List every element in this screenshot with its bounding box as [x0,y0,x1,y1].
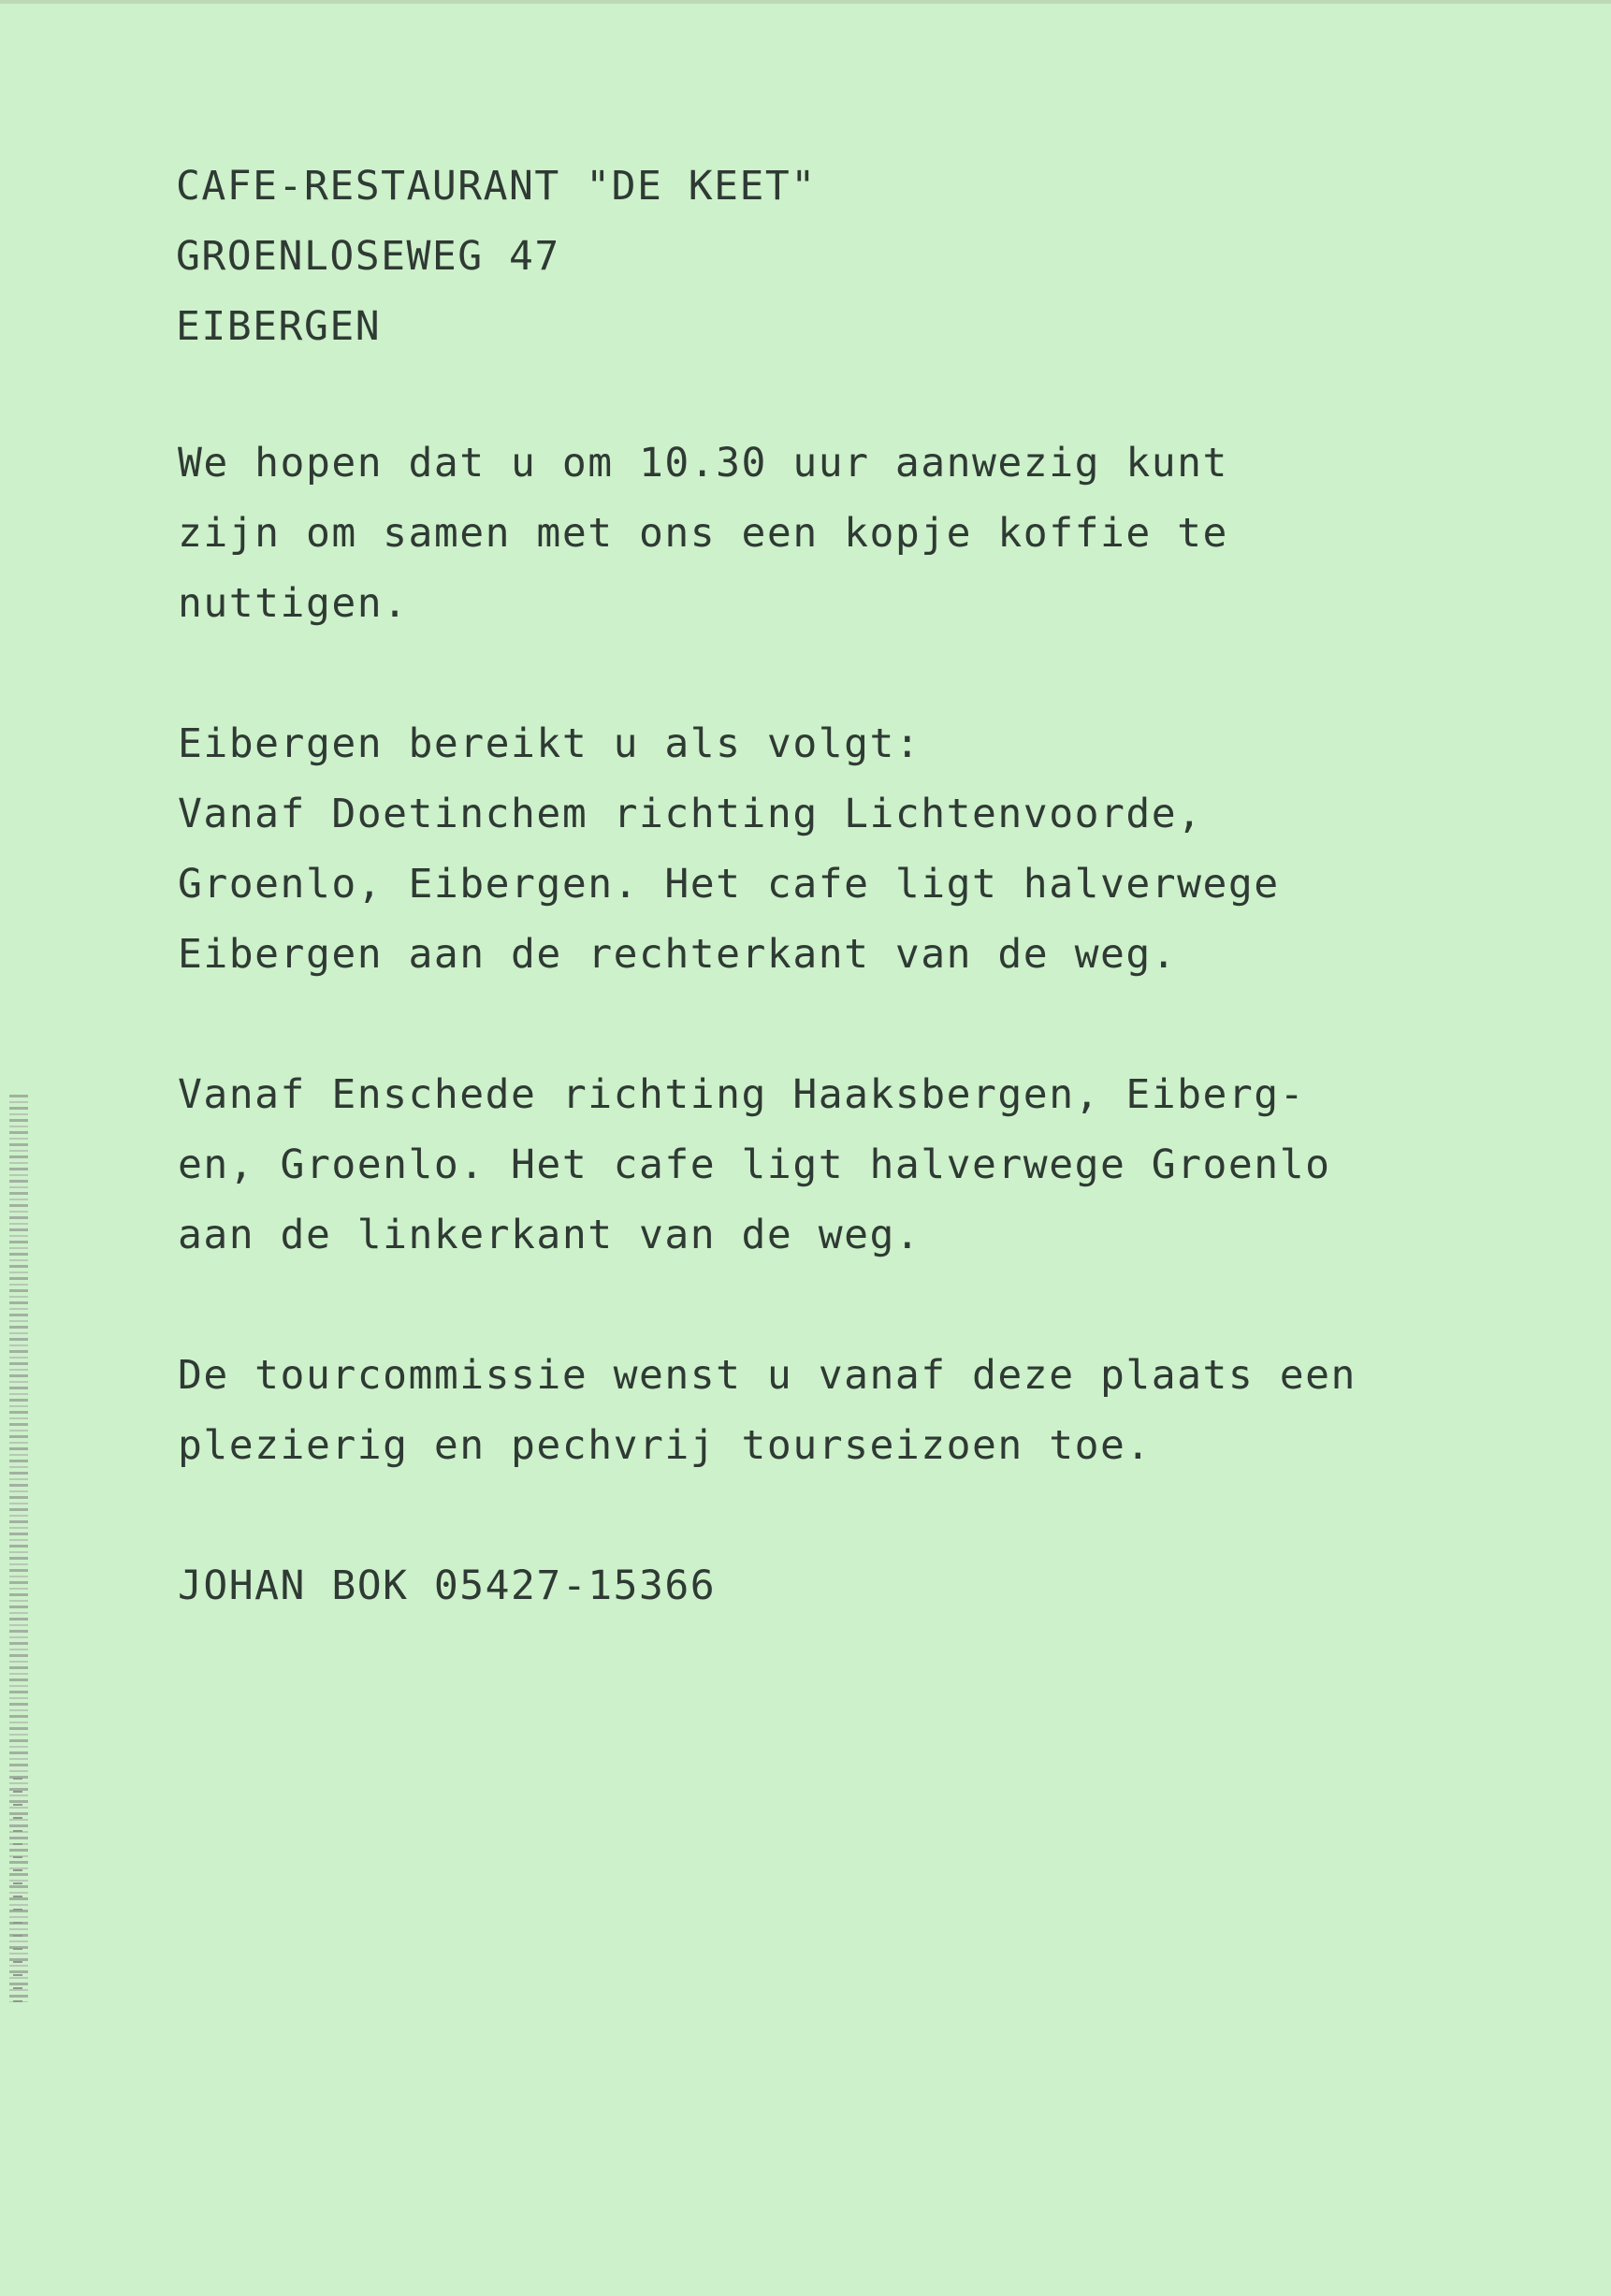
paragraph-line: nuttigen. [178,580,409,627]
paragraph-directions-doetinchem [178,709,1534,990]
paragraph-line: Eibergen bereikt u als volgt: [178,720,922,767]
paragraph-line: Eibergen aan de rechterkant van de weg. [178,931,1178,978]
address-street: GROENLOSEWEG 47 [176,233,560,280]
letter-body [178,429,1534,1481]
paragraph-line: We hopen dat u om 10.30 uur aanwezig kunt [178,440,1228,487]
paragraph-directions-enschede [178,1060,1534,1271]
paragraph-line: Vanaf Enschede richting Haaksbergen, Eiberg- [178,1071,1306,1118]
binding-perforation [13,1778,22,2002]
paragraph-line: plezierig en pechvrij tourseizoen toe. [178,1422,1152,1469]
paragraph-gap [178,639,1534,709]
address-block [176,152,817,362]
paragraph-gap [178,990,1534,1060]
paragraph-gap [178,1271,1534,1341]
paragraph-line: zijn om samen met ons een kopje koffie te [178,510,1228,557]
paper-top-edge [0,0,1611,4]
address-city: EIBERGEN [176,303,382,350]
paragraph-line: en, Groenlo. Het cafe ligt halverwege Groenlo [178,1141,1331,1188]
paragraph-line: De tourcommissie wenst u vanaf deze plaats een [178,1352,1357,1399]
paragraph-coffee-invitation [178,429,1534,639]
address-venue: CAFE-RESTAURANT "DE KEET" [176,163,817,210]
signature-line: JOHAN BOK 05427-15366 [178,1562,717,1609]
paragraph-line: Groenlo, Eibergen. Het cafe ligt halverwege [178,861,1280,908]
paragraph-closing-wishes [178,1341,1534,1481]
paragraph-line: Vanaf Doetinchem richting Lichtenvoorde, [178,791,1203,837]
paragraph-line: aan de linkerkant van de weg. [178,1212,922,1258]
signature-contact [178,1551,716,1621]
